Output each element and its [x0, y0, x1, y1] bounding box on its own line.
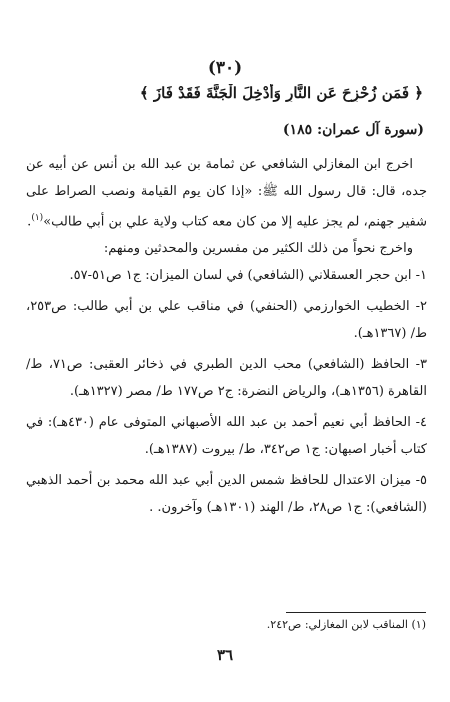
paragraph-text: اخرج ابن المغازلي الشافعي عن ثمامة بن عبد الله بن أنس عن أبيه عن جده، قال: قال رسول الله ﷺ: «إذا كان يوم القيامة ونصب الصراط على شفير جهنم، لم يجز عليه إلا من كان معه كتاب ولاية علي بن أبي طالب»: [26, 157, 427, 230]
list-item: ٤- الحافظ أبي نعيم أحمد بن عبد الله الأصبهاني المتوفى عام (٤٣٠هـ): في كتاب أخبار اصبهان: ج١ ص٣٤٢، ط/ بيروت (١٣٨٧هـ).: [26, 415, 427, 458]
quran-verse: ﴿ فَمَن زُحْزِحَ عَنِ النَّارِ وَأُدْخِلَ الْجَنَّةَ فَقَدْ فَازَ ﴾: [139, 84, 423, 102]
list-item: ٥- ميزان الاعتدال للحافظ شمس الدين أبي عبد الله محمد بن أحمد الذهبي (الشافعي): ج١ ص٢٨، ط/ الهند (١٣٠١هـ) وآخرون. .: [26, 473, 427, 516]
paragraph: اخرج ابن المغازلي الشافعي عن ثمامة بن عبد الله بن أنس عن أبيه عن جده، قال: قال رسول الله ﷺ: «إذا كان يوم القيامة ونصب الصراط على شفير جهنم، لم يجز عليه إلا من كان معه كتاب ولاية علي بن أبي طالب»$^{(١)}$.: [26, 157, 427, 230]
footnote-divider: [286, 612, 426, 613]
verse-reference: (سورة آل عمران: ١٨٥): [282, 122, 424, 138]
main-text: [26, 151, 427, 521]
footnote: (١) المناقب لابن المغازلي: ص٢٤٢.: [266, 618, 426, 631]
paragraph-text: واخرج نحواً من ذلك الكثير من مفسرين والمحدثين ومنهم:: [103, 241, 413, 257]
list-item: ٣- الحافظ (الشافعي) محب الدين الطبري في ذخائر العقبى: ص٧١، ط/ القاهرة (١٣٥٦هـ)، والرياض النضرة: ج٢ ص١٧٧ ط/ مصر (١٣٢٧هـ).: [26, 357, 427, 400]
section-number: (٣٠): [207, 58, 243, 78]
footnote-marker: (١): [31, 213, 44, 223]
paragraph: [26, 235, 427, 262]
page-number: ٣٦: [216, 646, 234, 664]
list-item: ٢- الخطيب الخوارزمي (الحنفي) في مناقب علي بن أبي طالب: ص٢٥٣، ط/ (١٣٦٧هـ).: [26, 299, 427, 342]
list-item: ١- ابن حجر العسقلاني (الشافعي) في لسان الميزان: ج١ ص٥١-٥٧.: [69, 268, 427, 284]
